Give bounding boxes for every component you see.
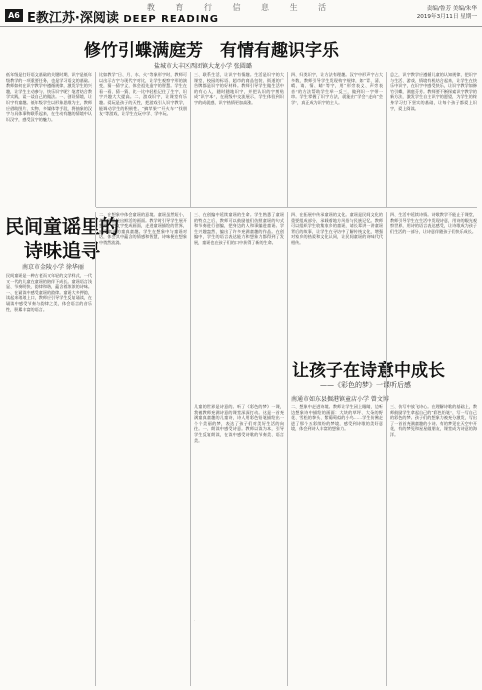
- issue-meta: [417, 6, 477, 21]
- page-header: [0, 0, 482, 27]
- editor-credit: 责编/鲁芳 美编/朱华: [426, 6, 477, 12]
- masthead: 教 育 行 信 息 生 活: [146, 3, 336, 12]
- article-2-col-1: 民间童谣是一种古老而又年轻的文学样式，一代又一代的儿童在童谣的陪伴下成长。童谣语言浅显、节奏明快、韵律和谐，蕴含着浓浓的诗味。一、在诵读中感受童谣的韵律。童谣大多押韵，读起来琅琅上口，教师应引导学生反复诵读，在诵读中感受节奏与韵律之美，体会语言的音乐性，积累丰富的语言。: [6, 273, 92, 312]
- article-3-subtitle: ——《彩色的梦》一课听后感: [320, 381, 411, 389]
- page-number: A6: [5, 9, 23, 22]
- article-1-col-4: 四、归类识字，让方法有理趣。汉字中形声字占大多数，教师引导学生发现构字规律，如“青、清、晴、请、情、睛”等字，用“形旁表义、声旁表音”的方法帮助学生举一反三，做到识一字带一串。学生掌握了识字方法，就能由“学会”走向“会学”，真正成为识字的主人。: [291, 72, 383, 105]
- article-1-col-2: 比如教学“日、月、水、火”等象形字时，教师可以出示古字与现代字对比，让学生观察字形的演变，猜一猜字义，体会祖先造字的智慧。学生在看一看、猜一猜、比一比中轻松记住了生字，识字兴趣大大提高。二、游戏识字，让课堂有乐趣。爱玩是孩子的天性，把游戏引入识字教学，能调动学生的积极性。“摘苹果”“开火车”“找朋友”等游戏，让学生在玩中学、学中玩。: [99, 72, 187, 117]
- column-divider: [287, 212, 288, 686]
- section-title: [27, 7, 219, 26]
- article-2-byline: 南京市金陵小学 徐华丽: [22, 264, 84, 271]
- article-2-headline-line-1: 民间童谣里的: [5, 216, 120, 238]
- column-divider: [190, 72, 191, 207]
- article-3-col-2: 二、想象中走进诗境。教师让学生闭上眼睛，边听边想象诗中描绘的画面：大块的草坪、大朵的野花、雪松的拳头、紫葡萄似的小鸟……学生仿佛走进了那个五彩缤纷的梦境，感受到诗歌的美好意境，体会到诗人丰富的想象力。: [291, 404, 383, 432]
- article-2-col-2: 二、在想象中体会童谣的意境。童谣虽然短小，却往往描绘出鲜活的画面。教学时引导学生展开想象，把文字变成画面，走进童谣描绘的世界，感受童谣的童真童趣。学生在想象中与童谣对话，体会其中蕴含的情感和智慧，诗味便在想象中悄然流淌。: [99, 212, 187, 245]
- column-divider: [287, 72, 288, 207]
- section-divider: [96, 207, 477, 208]
- article-3-col-5: [194, 620, 195, 621]
- column-divider: [386, 72, 387, 207]
- article-2-col-3: 三、在创编中延续童谣的生命。学生熟悉了童谣的特点之后，教师可以鼓励他们仿照童谣的句式和节奏进行创编，把身边的人和事编进童谣。学生兴趣盎然，编出了许多充满童趣的作品。在创编中，学生的语言表达能力和想象力都得到了发展，童谣也在孩子们的口中获得了新的生命。: [194, 212, 284, 245]
- article-1-col-3: 三、联系生活，让识字有情趣。生活是识字的大课堂，校园的标语、超市的商品包装、街道的广告牌都是识字的好材料。教师引导学生做生活中的有心人，随时随地识字，并把认识的字剪贴成“识字本”，在班级中交流展示，学生体验到识字的成就感，识字热情更加高涨。: [194, 72, 284, 105]
- article-3-headline: 让孩子在诗意中成长: [292, 361, 445, 381]
- article-1-col-1: 低年级是打好语文基础的关键时期，识字是低年级教学的一项重要任务，也是学习语文的基础。教师如何在识字教学中遵循规律，激发学生的兴趣，让学生主动参与、快乐识字呢？笔者结合教学实践，谈一谈自己的做法。一、创设情境，让识字有童趣。低年级学生以形象思维为主，教师应借助图片、实物、多媒体等手段，将抽象的汉字与具体事物联系起来，在生动有趣的情境中认识汉字，感受汉字的魅力。: [6, 72, 92, 122]
- issue-date: 2019年3月11日 星期一: [416, 13, 477, 20]
- article-2-headline-line-2: 诗味追寻: [24, 240, 101, 262]
- article-3-byline: 南通市如东县掘港镇童店小学 曾文博: [291, 396, 389, 403]
- section-title-en: DEEP READING: [123, 14, 220, 25]
- article-1-col-5: 总之，识字教学应遵循儿童的认知规律，把识字与生活、游戏、情境有机结合起来，让学生在快乐中识字，在识字中感受快乐，让识字教学如修竹引蝶，满庭芬芳。教师要不断探索识字教学的新方法，激发学生自主识字的愿望，为学生的终身学习打下坚实的基础，让每个孩子都爱上识字，爱上阅读。: [390, 72, 477, 111]
- article-1-byline: 盐城市大丰区西团镇大龙小学 张圆璐: [154, 63, 252, 70]
- column-divider: [95, 212, 96, 686]
- article-3-col-4: 四、生活中延续诗情。诗歌教学不能止于课堂，教师引导学生在生活中发现诗意，用诗的眼光观察世界，用诗的语言表达感受，让诗歌成为孩子们生活的一部分，让诗意伴随孩子们快乐成长。: [390, 212, 477, 234]
- article-3-col-1: 儿童的世界是诗意的。听了《彩色的梦》一课，我被教师充满诗意的课堂深深打动。这是一首充满童真童趣的儿童诗，诗人用彩色铅笔描绘出一个个美丽的梦，表达了孩子们对美好生活的向往。一、朗读中感受诗意。教师以读为本，引导学生反复朗读，在读中感受诗歌的节奏美、语言美。: [194, 404, 284, 443]
- article-1-headline: 修竹引蝶满庭芳 有情有趣识字乐: [84, 41, 339, 61]
- column-divider: [95, 72, 96, 207]
- column-divider: [386, 212, 387, 686]
- article-2-col-4: 四、在拓展中传承童谣的文化。童谣是民间文化的重要组成部分，承载着地方风俗与民族记忆。教师可以组织学生收集家乡的童谣，请长辈讲一讲童谣背后的故事，让学生在寻访中了解传统文化，增强对家乡的热爱和文化认同，让民间童谣的诗味代代相传。: [291, 212, 383, 245]
- column-divider: [190, 212, 191, 686]
- article-3-col-3: 三、仿写中放飞诗心。在理解诗歌的基础上，教师鼓励学生拿起自己的“彩色铅笔”，写一写自己的彩色的梦。孩子们的想象力被充分激发，写出了一首首充满童趣的小诗。有的梦见在天空中开花，有的梦见和星星做朋友，课堂成为诗意的海洋。: [390, 404, 477, 437]
- section-title-cn: E教江苏·深阅读: [27, 11, 119, 26]
